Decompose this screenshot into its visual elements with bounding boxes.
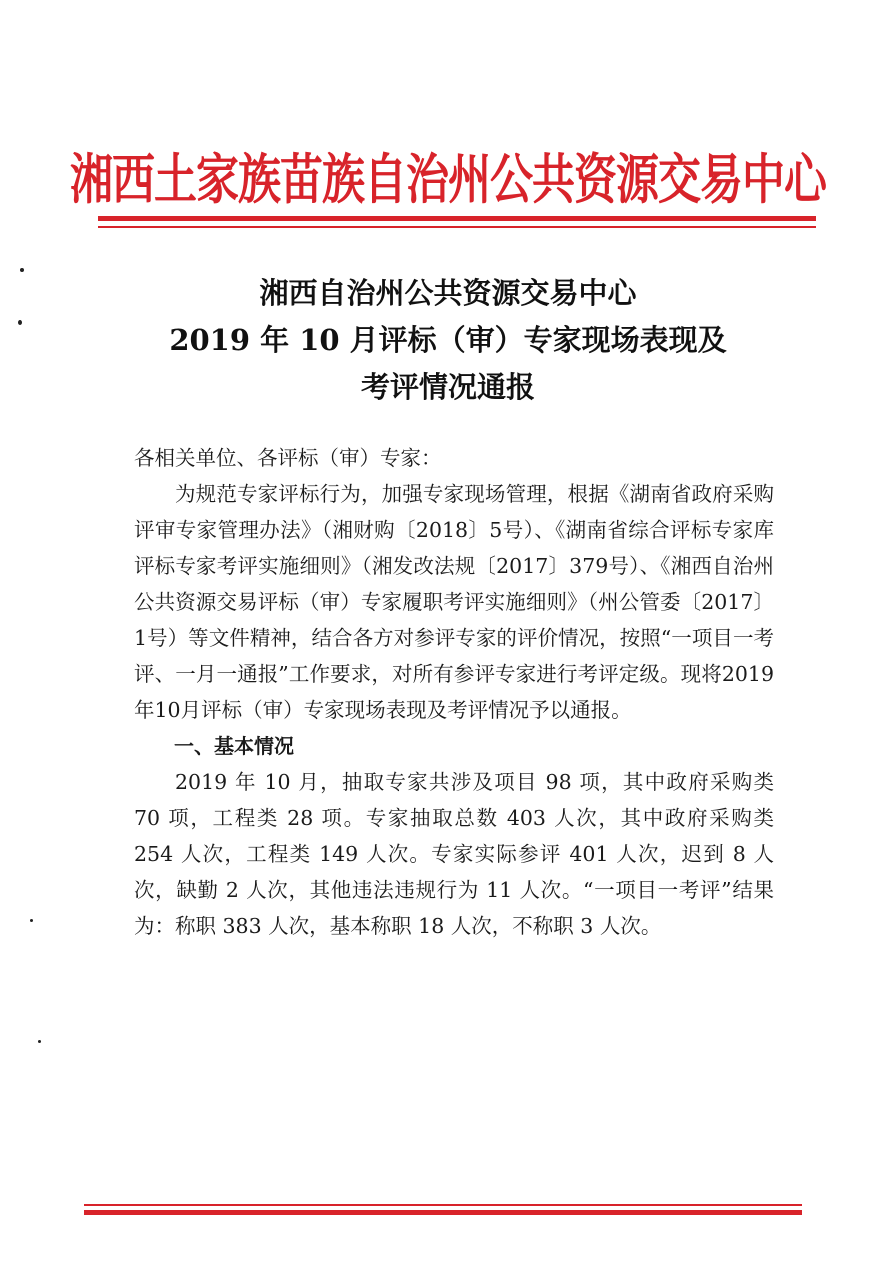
footer-rule-thick (84, 1210, 802, 1215)
document-title (0, 270, 896, 411)
title-line-3: 考评情况通报 (360, 370, 535, 404)
organization-header: 湘西土家族苗族自治州公共资源交易中心 (70, 149, 826, 212)
section-heading: 一、基本情况 (174, 734, 294, 758)
footer-rule-thin (84, 1204, 802, 1206)
title-line-2: 2019 年 10 月评标（审）专家现场表现及 (169, 323, 727, 357)
document-body (134, 440, 774, 944)
header-rule-thin (98, 226, 816, 228)
basic-situation-paragraph: 2019 年 10 月，抽取专家共涉及项目 98 项，其中政府采购类 70 项，工程类 28 项。专家抽取总数 403 人次，其中政府采购类 254 人次，工程类 149 人次。专家实际参评 401 人次，迟到 8 人次，缺勤 2 人次，其他违法违规行为 11 人次。“一项目一考评”结果为：称职 383 人次，基本称职 18 人次，不称职 3 人次。 (134, 770, 774, 938)
margin-dot (30, 919, 33, 922)
salutation: 各相关单位、各评标（审）专家： (134, 446, 442, 470)
intro-paragraph: 为规范专家评标行为，加强专家现场管理，根据《湖南省政府采购评审专家管理办法》（湘财购〔2018〕5号）、《湖南省综合评标专家库评标专家考评实施细则》（湘发改法规〔2017〕379号）、《湘西自治州公共资源交易评标（审）专家履职考评实施细则》（州公管委〔2017〕1号）等文件精神，结合各方对参评专家的评价情况，按照“一项目一考评、一月一通报”工作要求，对所有参评专家进行考评定级。现将2019年10月评标（审）专家现场表现及考评情况予以通报。 (134, 482, 774, 722)
title-line-1: 湘西自治州公共资源交易中心 (259, 276, 637, 310)
margin-dot (38, 1040, 41, 1043)
header-rule-thick (98, 216, 816, 221)
